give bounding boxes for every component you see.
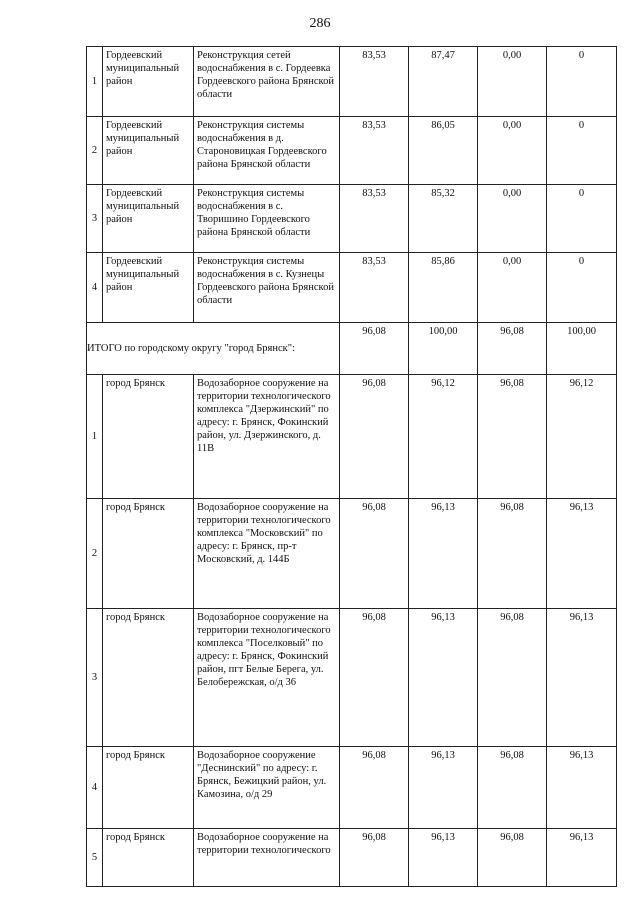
row-number: 4 (87, 253, 103, 323)
value-cell-1: 83,53 (340, 185, 409, 253)
municipality-cell: город Брянск (103, 829, 194, 887)
value-cell-4: 0 (547, 185, 617, 253)
table-row (87, 47, 617, 117)
row-number: 1 (87, 375, 103, 499)
object-description-cell: Реконструкция системы водоснабжения в с. Творишино Гордеевского района Брянской области (194, 185, 340, 253)
value-cell-3: 0,00 (478, 253, 547, 323)
object-description-cell: Водозаборное сооружение на территории технологического (194, 829, 340, 887)
value-cell-1: 83,53 (340, 117, 409, 185)
municipality-cell: город Брянск (103, 499, 194, 609)
value-cell-1: 96,08 (340, 499, 409, 609)
table-row (87, 499, 617, 609)
value-cell-4: 96,12 (547, 375, 617, 499)
value-cell-3: 96,08 (478, 375, 547, 499)
value-cell-2: 96,13 (409, 747, 478, 829)
page-number: 286 (309, 16, 331, 31)
value-cell-2: 96,13 (409, 829, 478, 887)
municipality-cell: Гордеевский муниципальный район (103, 117, 194, 185)
row-number: 1 (87, 47, 103, 117)
value-cell-4: 96,13 (547, 499, 617, 609)
value-cell-4: 0 (547, 253, 617, 323)
municipality-cell: Гордеевский муниципальный район (103, 185, 194, 253)
table-row (87, 747, 617, 829)
value-cell-3: 0,00 (478, 47, 547, 117)
value-cell-1: 96,08 (340, 375, 409, 499)
value-cell-3: 96,08 (478, 747, 547, 829)
value-cell-1: 96,08 (340, 609, 409, 747)
table-row (87, 375, 617, 499)
total-label: ИТОГО по городскому округу "город Брянск": (87, 323, 340, 375)
row-number: 3 (87, 185, 103, 253)
water-supply-table (86, 46, 617, 887)
value-cell-4: 96,13 (547, 829, 617, 887)
object-description-cell: Водозаборное сооружение на территории технологического комплекса "Московский" по адресу: г. Брянск, пр-т Московский, д. 144Б (194, 499, 340, 609)
object-description-cell: Водозаборное сооружение "Деснинский" по адресу: г. Брянск, Бежицкий район, ул. Камозина, о/д 29 (194, 747, 340, 829)
table-row (87, 609, 617, 747)
municipality-cell: Гордеевский муниципальный район (103, 47, 194, 117)
value-cell-1: 83,53 (340, 253, 409, 323)
value-cell-3: 0,00 (478, 117, 547, 185)
municipality-cell: город Брянск (103, 609, 194, 747)
value-cell-3: 0,00 (478, 185, 547, 253)
value-cell-2: 86,05 (409, 117, 478, 185)
municipality-cell: город Брянск (103, 375, 194, 499)
total-row (87, 323, 617, 375)
value-cell-4: 96,13 (547, 747, 617, 829)
row-number: 3 (87, 609, 103, 747)
value-cell-1: 96,08 (340, 829, 409, 887)
value-cell-4: 0 (547, 47, 617, 117)
total-value-3: 96,08 (478, 323, 547, 375)
object-description-cell: Реконструкция системы водоснабжения в д. Староновицкая Гордеевского района Брянской области (194, 117, 340, 185)
value-cell-4: 0 (547, 117, 617, 185)
value-cell-2: 96,13 (409, 609, 478, 747)
object-description-cell: Водозаборное сооружение на территории технологического комплекса "Дзержинский" по адресу: г. Брянск, Фокинский район, ул. Дзержинского, д. 11В (194, 375, 340, 499)
value-cell-2: 96,13 (409, 499, 478, 609)
value-cell-3: 96,08 (478, 829, 547, 887)
value-cell-2: 85,32 (409, 185, 478, 253)
row-number: 2 (87, 117, 103, 185)
municipality-cell: город Брянск (103, 747, 194, 829)
value-cell-1: 96,08 (340, 747, 409, 829)
municipality-cell: Гордеевский муниципальный район (103, 253, 194, 323)
value-cell-2: 87,47 (409, 47, 478, 117)
object-description-cell: Реконструкция сетей водоснабжения в с. Гордеевка Гордеевского района Брянской области (194, 47, 340, 117)
table-row (87, 185, 617, 253)
row-number: 5 (87, 829, 103, 887)
table-row (87, 829, 617, 887)
row-number: 4 (87, 747, 103, 829)
value-cell-2: 85,86 (409, 253, 478, 323)
object-description-cell: Реконструкция системы водоснабжения в с. Кузнецы Гордеевского района Брянской области (194, 253, 340, 323)
value-cell-4: 96,13 (547, 609, 617, 747)
row-number: 2 (87, 499, 103, 609)
total-value-1: 96,08 (340, 323, 409, 375)
table-row (87, 117, 617, 185)
total-value-4: 100,00 (547, 323, 617, 375)
object-description-cell: Водозаборное сооружение на территории технологического комплекса "Поселковый" по адресу: г. Брянск, Фокинский район, пгт Белые Берега, ул. Белобережская, о/д 36 (194, 609, 340, 747)
value-cell-1: 83,53 (340, 47, 409, 117)
total-value-2: 100,00 (409, 323, 478, 375)
value-cell-3: 96,08 (478, 609, 547, 747)
table-row (87, 253, 617, 323)
value-cell-3: 96,08 (478, 499, 547, 609)
value-cell-2: 96,12 (409, 375, 478, 499)
